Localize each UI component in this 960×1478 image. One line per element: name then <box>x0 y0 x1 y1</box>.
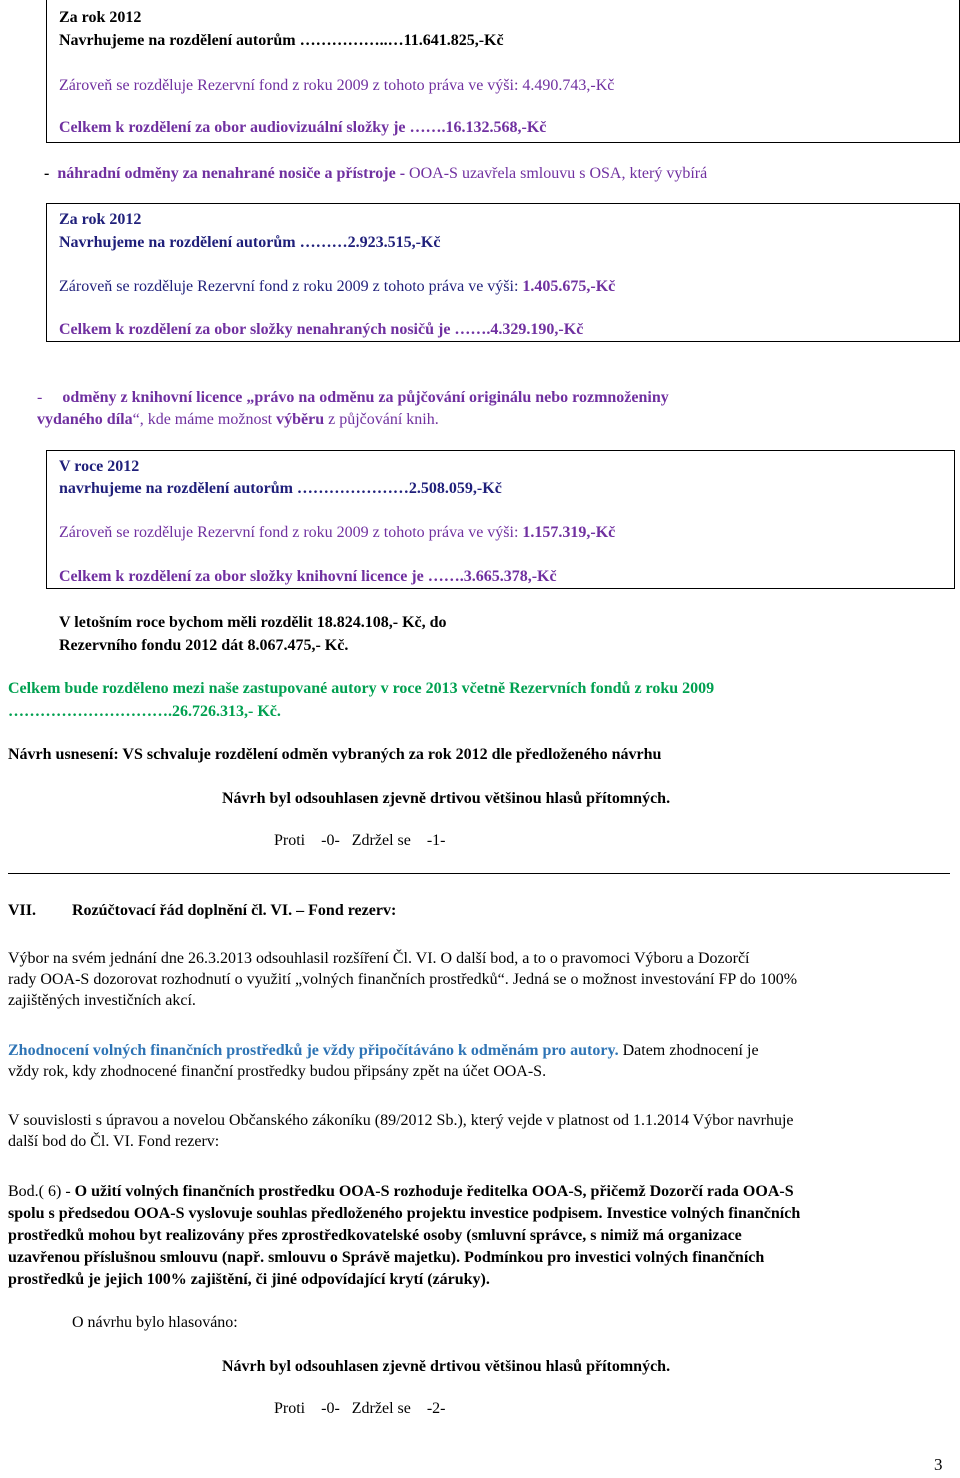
p3-line1: V souvislosti s úpravou a novelou Občanského zákoníku (89/2012 Sb.), který vejde v platnost od 1.1.2014 Výbor navrhuje <box>8 1112 794 1129</box>
box2-total <box>59 320 583 341</box>
p4-prefix: Bod.( 6) - <box>8 1183 75 1200</box>
box2-reserve-text: Zároveň se rozděluje Rezervní fond z roku 2009 z tohoto práva ve výši: <box>59 278 523 295</box>
item2-rest: OOA-S uzavřela smlouvu s OSA, který vybírá <box>405 165 708 182</box>
section7-votes: Proti -0- Zdržel se -2- <box>274 1400 446 1417</box>
p4-bold1: O užití volných finančních prostředku OOA-S rozhoduje ředitelka OOA-S, přičemž Dozorčí rada OOA-S <box>74 1183 794 1200</box>
box2-year: Za rok 2012 <box>59 211 142 228</box>
p1-line3: zajištěných investičních akcí. <box>8 992 196 1009</box>
p2-line2: vždy rok, kdy zhodnocené finanční prostředky budou připsány zpět na účet OOA-S. <box>8 1063 547 1080</box>
box1-year: Za rok 2012 <box>59 9 142 26</box>
box3-reserve-value: 1.157.319,-Kč <box>522 524 616 541</box>
item3-bold1: odměny z knihovní licence „právo na odměnu za půjčování originálu nebo rozmnoženiny <box>62 389 669 406</box>
section-title: Rozúčtovací řád doplnění čl. VI. – Fond rezerv: <box>72 902 397 919</box>
item2-bold: náhradní odměny za nenahrané nosiče a přístroje - <box>57 165 406 182</box>
resolution-approved: Návrh byl odsouhlasen zjevně drtivou většinou hlasů přítomných. <box>222 790 671 807</box>
section-number: VII. <box>8 902 37 919</box>
p1-line2: rady OOA-S dozorovat rozhodnutí o využití „volných finančních prostředků“. Jedná se o možnost investování FP do 100% <box>8 971 798 988</box>
item2-line <box>44 164 707 185</box>
summary-line2: Rezervního fondu 2012 dát 8.067.475,- Kč. <box>59 637 349 654</box>
item3-line1 <box>37 388 669 409</box>
p4-line5: prostředků je jejich 100% zajištění, či jiné odpovídající krytí (záruky). <box>8 1271 490 1288</box>
box3-total: Celkem k rozdělení za obor složky knihovní licence je …….3.665.378,-Kč <box>59 568 557 585</box>
page-number: 3 <box>934 1455 943 1474</box>
resolution-votes: Proti -0- Zdržel se -1- <box>274 832 446 849</box>
p4-line4: uzavřenou příslušnou smlouvu (např. smlouvu o Správě majetku). Podmínkou pro investici volných finančních <box>8 1249 765 1266</box>
p4-line1 <box>8 1182 794 1203</box>
item2-dash: - <box>44 165 50 182</box>
box1-total: Celkem k rozdělení za obor audiovizuální složky je …….16.132.568,-Kč <box>59 119 547 136</box>
section7-approved: Návrh byl odsouhlasen zjevně drtivou většinou hlasů přítomných. <box>222 1358 671 1375</box>
box2-total-text: Celkem k rozdělení za obor složky nenahraných nosičů je …….4.329.190,-Kč <box>59 321 584 338</box>
p1-line1: Výbor na svém jednání dne 26.3.2013 odsouhlasil rozšíření Čl. VI. O další bod, a to o pravomoci Výboru a Dozorčí <box>8 950 750 967</box>
green-total-line1: Celkem bude rozděleno mezi naše zastupované autory v roce 2013 včetně Rezervních fondů z roku 2009 <box>8 680 715 697</box>
box2-reserve <box>59 277 615 298</box>
box3-reserve-text: Zároveň se rozděluje Rezervní fond z roku 2009 z tohoto práva ve výši: <box>59 524 523 541</box>
p4-line2: spolu s předsedou OOA-S vyslovuje souhlas předloženého projektu investice podpisem. Investice volných finančních <box>8 1205 801 1222</box>
item3-dash: - <box>37 389 43 406</box>
green-total-line2: ………………………….26.726.313,- Kč. <box>8 703 281 720</box>
voting-label: O návrhu bylo hlasováno: <box>72 1314 238 1331</box>
p4-line3: prostředků mohou byt realizovány přes zprostředkovatelské osoby (smluvní správce, s nimiž má organizace <box>8 1227 742 1244</box>
resolution-text: Návrh usnesení: VS schvaluje rozdělení odměn vybraných za rok 2012 dle předloženého návrhu <box>8 746 662 763</box>
item3-end: z půjčování knih. <box>324 411 439 428</box>
section-divider <box>8 873 950 874</box>
box1-reserve: Zároveň se rozděluje Rezervní fond z roku 2009 z tohoto práva ve výši: 4.490.743,-Kč <box>59 77 615 94</box>
item3-bold2: vydaného díla <box>37 411 133 428</box>
p2-blue: Zhodnocení volných finančních prostředků je vždy připočítáváno k odměnám pro autory. <box>8 1042 619 1059</box>
box2-reserve-value: 1.405.675,-Kč <box>522 278 616 295</box>
box3-proposal: navrhujeme na rozdělení autorům …………………2.508.059,-Kč <box>59 480 502 497</box>
item3-mid: “, kde máme možnost <box>132 411 277 428</box>
item3-line2 <box>37 410 439 431</box>
box3-year: V roce 2012 <box>59 458 140 475</box>
box2-proposal: Navrhujeme na rozdělení autorům ………2.923.515,-Kč <box>59 234 441 251</box>
summary-line1: V letošním roce bychom měli rozdělit 18.824.108,- Kč, do <box>59 614 447 631</box>
box3-reserve <box>59 523 615 544</box>
p2-line1 <box>8 1041 759 1062</box>
box1-proposal: Navrhujeme na rozdělení autorům ……………..…11.641.825,-Kč <box>59 32 504 49</box>
p3-line2: další bod do Čl. VI. Fond rezerv: <box>8 1133 220 1150</box>
p2-rest: Datem zhodnocení je <box>618 1042 759 1059</box>
item3-bold3: výběru <box>276 411 325 428</box>
